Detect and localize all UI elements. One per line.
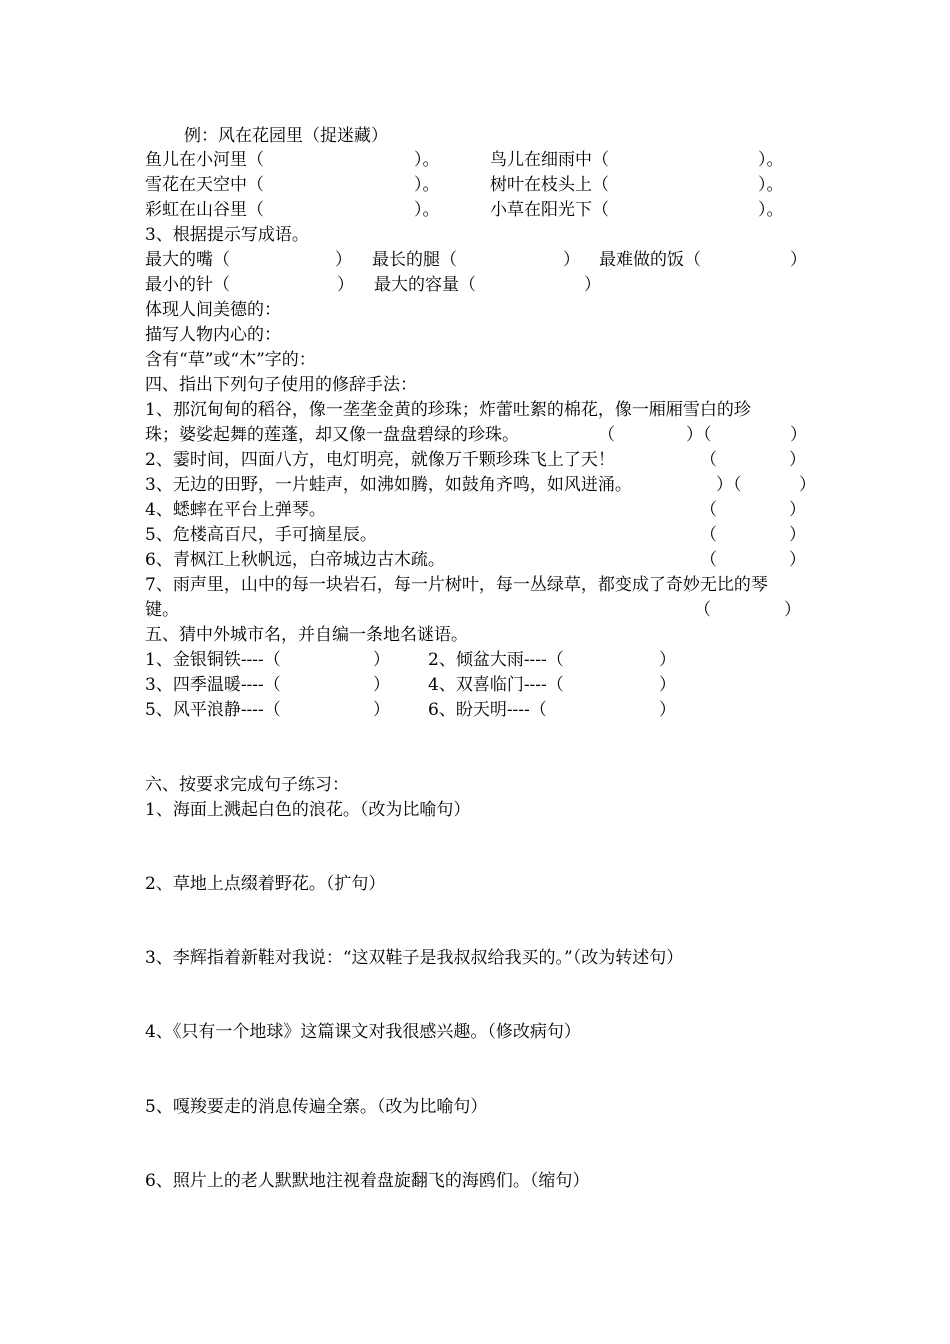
idiom-category: 描写人物内心的： bbox=[145, 325, 281, 345]
sentence-task: 2、草地上点缀着野花。（扩句） bbox=[145, 874, 386, 894]
answer-open: （ bbox=[700, 500, 717, 520]
rhetoric-item: 3、无边的田野，一片蛙声，如沸如腾，如鼓角齐鸣，如风迸涌。 bbox=[145, 475, 632, 495]
idiom-close: ） bbox=[335, 250, 352, 270]
answer-close: ） bbox=[799, 475, 816, 495]
example-line: 例：风在花园里（捉迷藏） bbox=[184, 126, 388, 146]
idiom-category: 含有“草”或“木”字的： bbox=[145, 350, 316, 370]
section-heading: 四、指出下列句子使用的修辞手法： bbox=[145, 375, 417, 395]
idiom-prompt: 最长的腿（ bbox=[372, 250, 457, 270]
section-heading: 3、根据提示写成语。 bbox=[145, 225, 309, 245]
idiom-close: ） bbox=[790, 250, 807, 270]
rhetoric-item: 珠；婆娑起舞的莲蓬，却又像一盘盘碧绿的珍珠。 bbox=[145, 425, 519, 445]
blank-prompt: 小草在阳光下（ bbox=[490, 200, 609, 220]
idiom-prompt: 最大的嘴（ bbox=[145, 250, 230, 270]
rhetoric-item: 4、蟋蟀在平台上弹琴。 bbox=[145, 500, 326, 520]
answer-open: （ bbox=[598, 425, 615, 445]
sentence-task: 5、嘎羧要走的消息传遍全寨。（改为比喻句） bbox=[145, 1097, 488, 1117]
rhetoric-item: 2、霎时间，四面八方，电灯明亮，就像万千颗珍珠飞上了天！ bbox=[145, 450, 615, 470]
riddle-item: 5、风平浪静----（ bbox=[145, 700, 281, 720]
answer-open: （ bbox=[700, 525, 717, 545]
blank-close: ）。 bbox=[414, 200, 440, 220]
answer-open: （ bbox=[700, 550, 717, 570]
rhetoric-item: 7、雨声里，山中的每一块岩石，每一片树叶，每一丛绿草，都变成了奇妙无比的琴 bbox=[145, 575, 768, 595]
answer-close-open: ）（ bbox=[716, 475, 742, 495]
answer-close: ） bbox=[789, 450, 806, 470]
riddle-close: ） bbox=[659, 700, 676, 720]
rhetoric-item: 5、危楼高百尺，手可摘星辰。 bbox=[145, 525, 377, 545]
blank-close: ）。 bbox=[758, 200, 784, 220]
sentence-task: 1、海面上溅起白色的浪花。（改为比喻句） bbox=[145, 800, 471, 820]
answer-close: ） bbox=[790, 425, 807, 445]
blank-prompt: 鱼儿在小河里（ bbox=[145, 150, 264, 170]
blank-close: ）。 bbox=[414, 150, 440, 170]
idiom-category: 体现人间美德的： bbox=[145, 300, 281, 320]
blank-close: ）。 bbox=[758, 175, 784, 195]
riddle-close: ） bbox=[659, 650, 676, 670]
rhetoric-item: 键。 bbox=[145, 600, 179, 620]
blank-close: ）。 bbox=[414, 175, 440, 195]
idiom-prompt: 最大的容量（ bbox=[374, 275, 476, 295]
rhetoric-item: 6、青枫江上秋帆远，白帝城边古木疏。 bbox=[145, 550, 445, 570]
riddle-close: ） bbox=[373, 700, 390, 720]
blank-prompt: 鸟儿在细雨中（ bbox=[490, 150, 609, 170]
riddle-item: 2、倾盆大雨----（ bbox=[428, 650, 564, 670]
answer-open: （ bbox=[694, 600, 711, 620]
riddle-close: ） bbox=[659, 675, 676, 695]
blank-prompt: 彩虹在山谷里（ bbox=[145, 200, 264, 220]
idiom-close: ） bbox=[584, 275, 601, 295]
riddle-item: 1、金银铜铁----（ bbox=[145, 650, 281, 670]
answer-close: ） bbox=[789, 500, 806, 520]
section-heading: 六、按要求完成句子练习： bbox=[145, 775, 349, 795]
answer-close: ） bbox=[789, 525, 806, 545]
idiom-close: ） bbox=[337, 275, 354, 295]
riddle-close: ） bbox=[373, 675, 390, 695]
idiom-prompt: 最小的针（ bbox=[145, 275, 230, 295]
section-heading: 五、猜中外城市名，并自编一条地名谜语。 bbox=[145, 625, 468, 645]
sentence-task: 6、照片上的老人默默地注视着盘旋翻飞的海鸥们。（缩句） bbox=[145, 1171, 590, 1191]
riddle-close: ） bbox=[373, 650, 390, 670]
answer-close: ） bbox=[789, 550, 806, 570]
idiom-close: ） bbox=[563, 250, 580, 270]
sentence-task: 4、《只有一个地球》这篇课文对我很感兴趣。（修改病句） bbox=[145, 1022, 581, 1042]
sentence-task: 3、李辉指着新鞋对我说：“这双鞋子是我叔叔给我买的。”（改为转述句） bbox=[145, 948, 684, 968]
blank-prompt: 雪花在天空中（ bbox=[145, 175, 264, 195]
blank-close: ）。 bbox=[758, 150, 784, 170]
rhetoric-item: 1、那沉甸甸的稻谷，像一垄垄金黄的珍珠；炸蕾吐絮的棉花，像一厢厢雪白的珍 bbox=[145, 400, 751, 420]
riddle-item: 3、四季温暖----（ bbox=[145, 675, 281, 695]
answer-close-open: ）（ bbox=[686, 425, 712, 445]
blank-prompt: 树叶在枝头上（ bbox=[490, 175, 609, 195]
answer-close: ） bbox=[784, 600, 801, 620]
idiom-prompt: 最难做的饭（ bbox=[599, 250, 701, 270]
riddle-item: 4、双喜临门----（ bbox=[428, 675, 564, 695]
answer-open: （ bbox=[700, 450, 717, 470]
riddle-item: 6、盼天明----（ bbox=[428, 700, 547, 720]
